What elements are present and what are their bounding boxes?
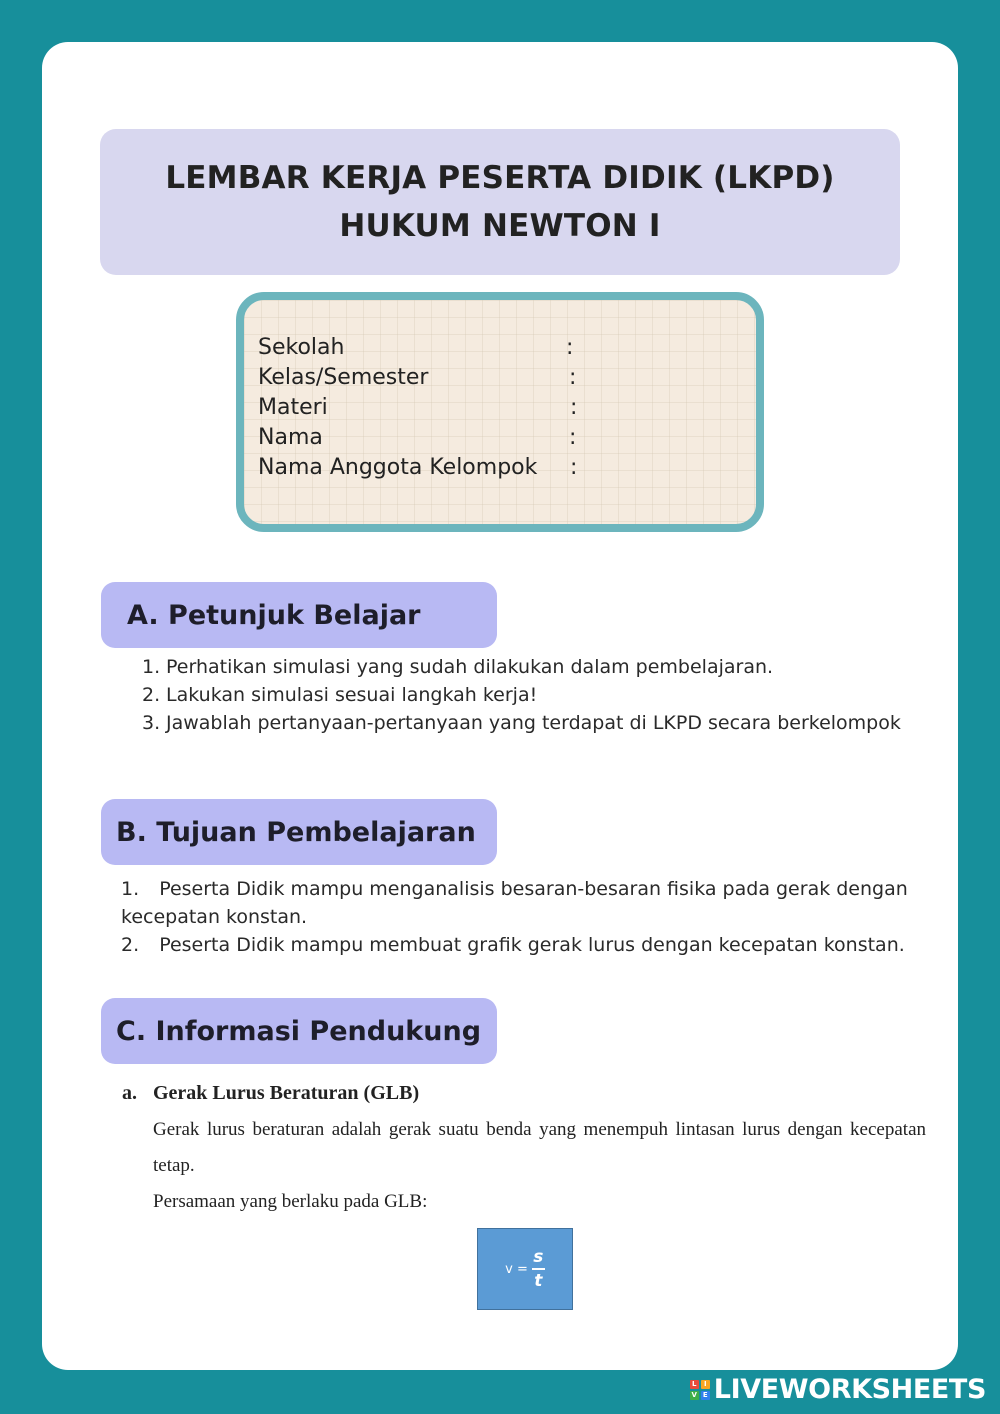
list-text: Lakukan simulasi sesuai langkah kerja! bbox=[166, 684, 538, 706]
section-c-title: C. Informasi Pendukung bbox=[116, 1015, 482, 1047]
list-item bbox=[121, 931, 941, 959]
glb-equation-intro: Persamaan yang berlaku pada GLB: bbox=[153, 1191, 428, 1212]
list-text: Peserta Didik mampu membuat grafik gerak lurus dengan kecepatan konstan. bbox=[159, 934, 905, 956]
petunjuk-list bbox=[142, 653, 922, 737]
worksheet-page bbox=[42, 42, 958, 1370]
section-a-title: A. Petunjuk Belajar bbox=[127, 599, 421, 631]
glb-definition: Gerak lurus beraturan adalah gerak suatu benda yang menempuh lintasan lurus dengan kecepatan tetap. bbox=[153, 1119, 926, 1176]
logo-tile: V bbox=[691, 1390, 697, 1399]
logo-tile: L bbox=[690, 1380, 699, 1389]
formula-fraction bbox=[532, 1247, 545, 1291]
identity-colon: : bbox=[570, 455, 578, 480]
list-text: Perhatikan simulasi yang sudah dilakukan dalam pembelajaran. bbox=[166, 656, 774, 678]
list-number: 2. bbox=[142, 684, 161, 706]
section-b-title: B. Tujuan Pembelajaran bbox=[116, 816, 476, 848]
liveworksheets-brand[interactable] bbox=[690, 1374, 986, 1405]
identity-colon: : bbox=[569, 365, 577, 390]
list-text: Peserta Didik mampu menganalisis besaran-besaran fisika pada gerak dengan kecepatan konstan. bbox=[121, 878, 908, 928]
section-c-header bbox=[101, 998, 497, 1064]
liveworksheets-logo-icon bbox=[690, 1380, 710, 1400]
tujuan-list bbox=[121, 875, 941, 959]
section-a-header bbox=[101, 582, 497, 648]
page-title: LEMBAR KERJA PESERTA DIDIK (LKPD) bbox=[165, 160, 835, 196]
identity-card bbox=[236, 292, 764, 532]
identity-label: Kelas/Semester bbox=[258, 365, 429, 390]
list-item bbox=[142, 709, 922, 737]
brand-name: LIVEWORKSHEETS bbox=[713, 1374, 986, 1405]
list-text: Jawablah pertanyaan-pertanyaan yang terdapat di LKPD secara berkelompok bbox=[166, 712, 901, 734]
formula-denominator: t bbox=[534, 1271, 543, 1291]
identity-label: Materi bbox=[258, 395, 328, 420]
list-item bbox=[121, 875, 941, 931]
identity-colon: : bbox=[566, 335, 574, 360]
section-b-header bbox=[101, 799, 497, 865]
velocity-formula bbox=[477, 1228, 573, 1310]
list-number: 1. bbox=[142, 656, 161, 678]
list-number: 1. bbox=[121, 878, 140, 900]
title-banner bbox=[100, 129, 900, 275]
logo-tile: I bbox=[701, 1380, 710, 1389]
formula-numerator: s bbox=[533, 1247, 544, 1267]
identity-label: Sekolah bbox=[258, 335, 345, 360]
fraction-bar bbox=[532, 1268, 545, 1270]
identity-label: Nama bbox=[258, 425, 323, 450]
formula-lhs: v = bbox=[505, 1261, 528, 1277]
list-item bbox=[142, 681, 922, 709]
identity-colon: : bbox=[570, 395, 578, 420]
identity-colon: : bbox=[569, 425, 577, 450]
glb-heading bbox=[122, 1078, 926, 1108]
glb-letter: a. bbox=[122, 1082, 137, 1104]
glb-title: Gerak Lurus Beraturan (GLB) bbox=[153, 1082, 420, 1104]
list-number: 3. bbox=[142, 712, 161, 734]
informasi-pendukung bbox=[122, 1078, 926, 1220]
page-subtitle: HUKUM NEWTON I bbox=[339, 208, 661, 244]
logo-tile: E bbox=[701, 1391, 710, 1400]
list-item bbox=[142, 653, 922, 681]
list-number: 2. bbox=[121, 934, 140, 956]
identity-label: Nama Anggota Kelompok bbox=[258, 455, 538, 480]
